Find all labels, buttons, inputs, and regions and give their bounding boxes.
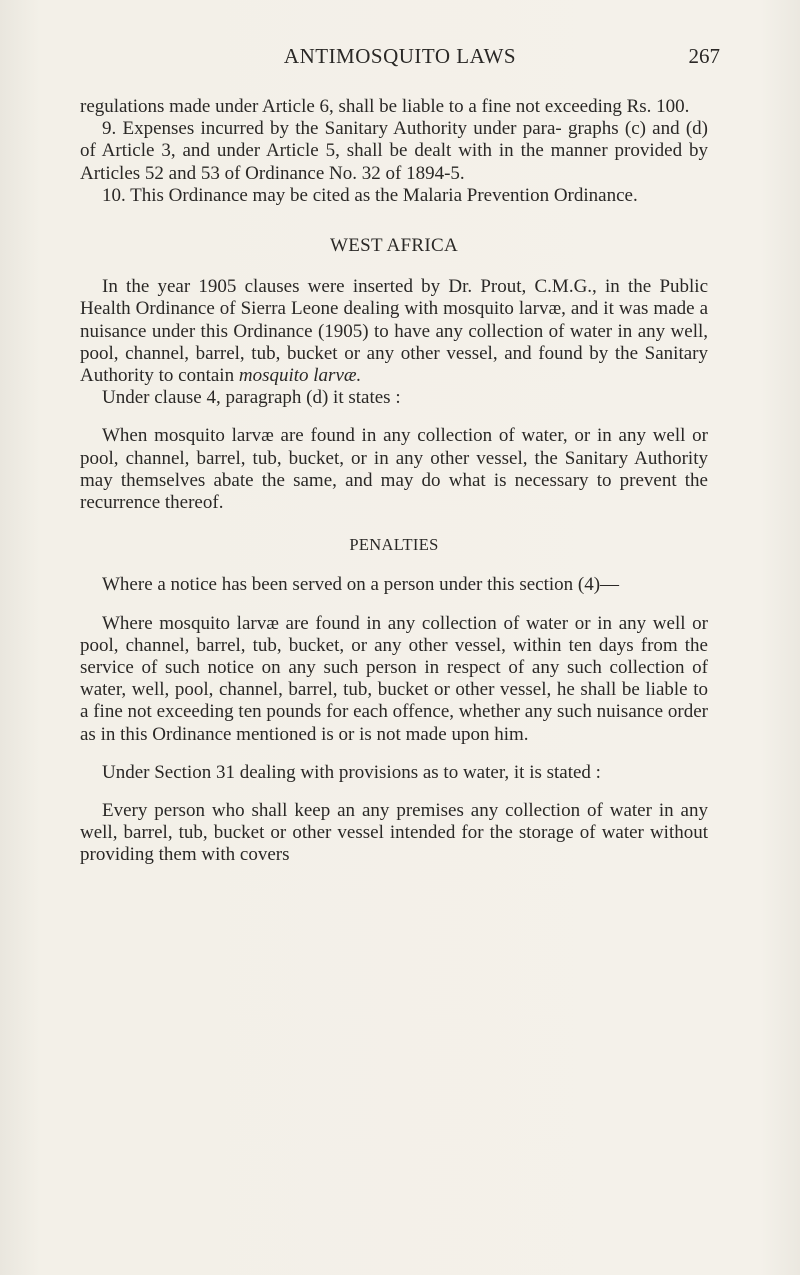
running-title: ANTIMOSQUITO LAWS: [283, 44, 517, 68]
paragraph-article-9: 9. Expenses incurred by the Sanitary Authority under para- graphs (c) and (d) of Article 3, and under Article 5, shall be dealt with in the manner provided by Articles 52 and 53 of Ordinance No. 32 of 1894-5.: [80, 118, 708, 184]
italic-mosquito-larvae: mosquito larvæ.: [238, 365, 362, 387]
paragraph-clause-4: Under clause 4, paragraph (d) it states :: [102, 387, 401, 409]
quoted-clause-water-storage: Every person who shall keep an any premises any collection of water in any well, barrel, tub, bucket or other vessel intended for the storage of water without providing them with covers: [80, 800, 708, 866]
page-header: [80, 44, 720, 74]
paragraph-section-31: Under Section 31 dealing with provisions as to water, it is stated :: [102, 761, 601, 783]
paragraph-sierra-leone: [80, 276, 708, 387]
paragraph-notice-served: Where a notice has been served on a person under this section (4)—: [102, 574, 620, 596]
quoted-clause-abatement: When mosquito larvæ are found in any collection of water, or in any well or pool, channel, barrel, tub, bucket, or in any other vessel, the Sanitary Authority may themselves abate the same, and may do what is necessary to prevent the recurrence thereof.: [80, 425, 708, 514]
body-text: [80, 96, 708, 867]
quoted-clause-penalty: Where mosquito larvæ are found in any collection of water or in any well or pool, channel, barrel, tub, bucket, or any other vessel, within ten days from the service of such notice on any such person in respect of any such collection of water, well, pool, channel, barrel, tub, bucket or other vessel, he shall be liable to a fine not exceeding ten pounds for each offence, whether any such nuisance order as in this Ordinance mentioned is or is not made upon him.: [80, 612, 708, 745]
section-heading-penalties: PENALTIES: [349, 535, 439, 555]
section-heading-west-africa: WEST AFRICA: [329, 235, 459, 257]
page-number: 267: [688, 44, 720, 68]
paragraph-article-10: 10. This Ordinance may be cited as the Malaria Prevention Ordinance.: [102, 184, 638, 206]
paragraph-fine-clause: regulations made under Article 6, shall be liable to a fine not exceeding Rs. 100.: [80, 96, 690, 117]
paragraph-sierra-leone-text: In the year 1905 clauses were inserted by Dr. Prout, C.M.G., in the Public Health Ordinance of Sierra Leone dealing with mosquito larvæ, and it was made a nuisance under this Ordinance (1905) to have any collection of water in any well, pool, channel, barrel, tub, bucket or any other vessel, and found by the Sanitary Authority to contain: [80, 276, 708, 387]
